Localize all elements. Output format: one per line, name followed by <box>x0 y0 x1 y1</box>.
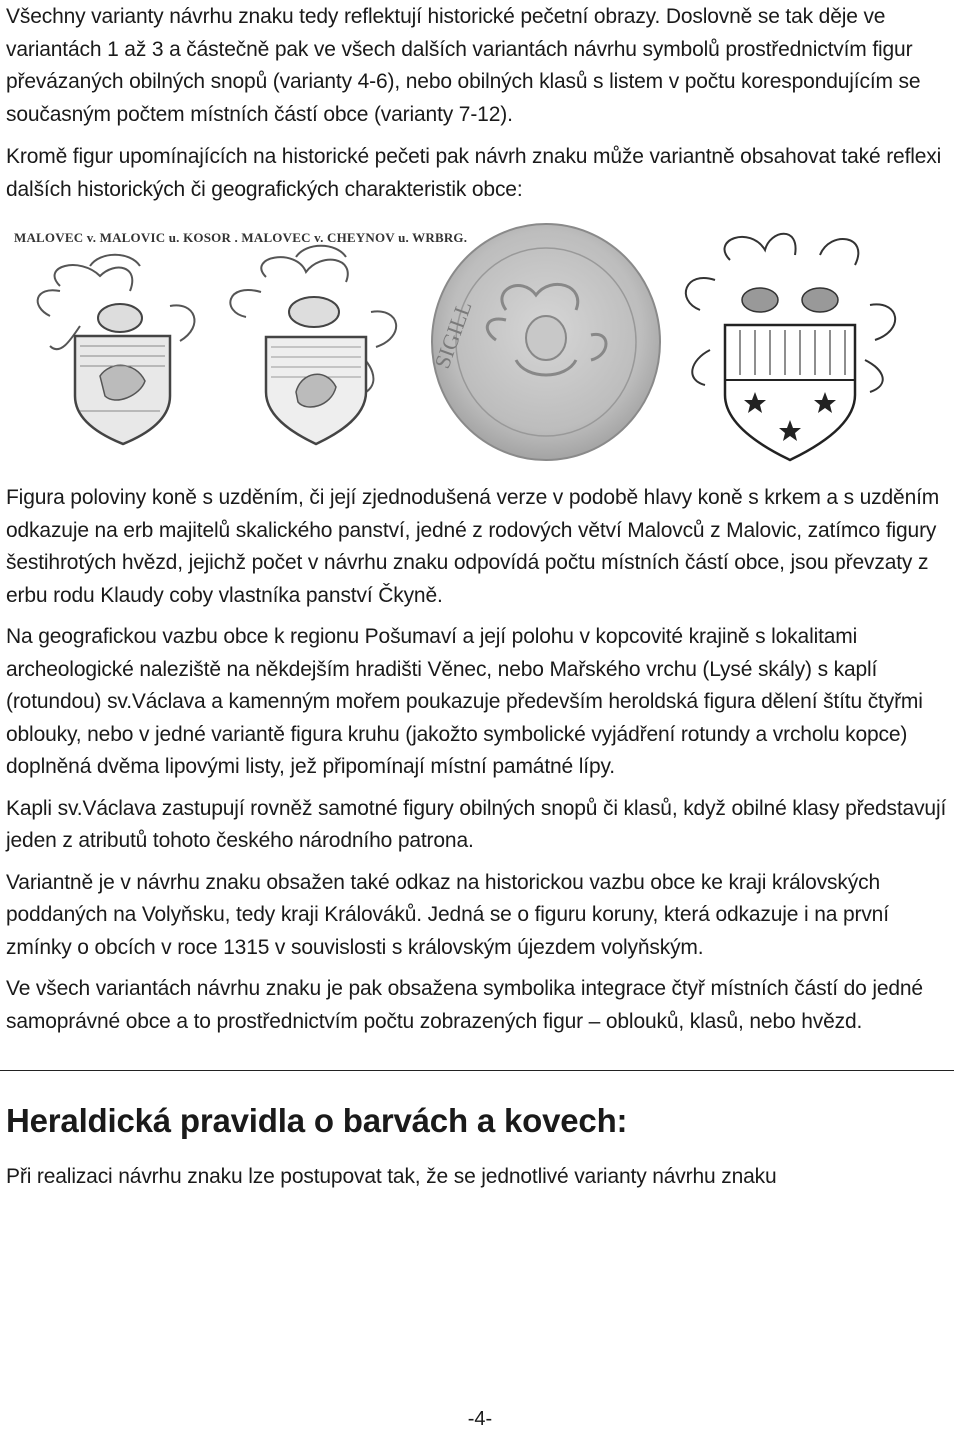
paragraph-geografie: Na geografickou vazbu obce k regionu Pošumaví a její polohu v kopcovité krajině s lokalitami archeologické naleziště na někdejším hradišti Věnec, nebo Mařského vrchu (Lysé skály) s kaplí (rotundou) sv.Václava a kamenným mořem poukazuje především heroldská figura dělení štítu čtyřmi oblouky, nebo v jedné variantě figura kruhu (jakožto symbolické vyjádření rotundy a vrcholu kopce) doplněná dvěma lipovými listy, jež připomínají místní památné lípy. <box>6 625 923 778</box>
paragraph-krome: Kromě figur upomínajících na historické pečeti pak návrh znaku může variantně obsahovat také reflexi dalších historických či geografických charakteristik obce: <box>6 145 942 201</box>
horizontal-divider <box>0 1070 954 1071</box>
paragraph-varianta: Variantně je v návrhu znaku obsažen také odkaz na historickou vazbu obce ke kraji královských poddaných na Volyňsku, tedy kraji Králováků. Jedná se o figuru koruny, která odkazuje i na první zmínky o obcích v roce 1315 v souvislosti s královským újezdem volyňským. <box>6 870 889 959</box>
seal-legend: SIGILL <box>429 297 477 372</box>
coat-of-arms-malovec-1 <box>20 246 220 446</box>
coat-of-arms-malovec-2 <box>206 242 421 447</box>
paragraph-intro: Všechny varianty návrhu znaku tedy reflektují historické pečetní obrazy. Doslovně se tak děje ve variantách 1 až 3 a částečně pak ve všech dalších variantách návrhu symbolů prostřednictvím figur převázaných obilných snopů (varianty 4-6), nebo obilných klasů s listem v počtu korespondujícím se současným počtem místních částí obce (varianty 7-12). <box>6 5 921 126</box>
document-page <box>6 0 954 1194</box>
paragraph-kapli: Kapli sv.Václava zastupují rovněž samotné figury obilných snopů či klasů, když obilné klasy představují jeden z atributů tohoto českého národního patrona. <box>6 796 947 852</box>
paragraph-vsech: Ve všech variantách návrhu znaku je pak obsažena symbolika integrace čtyř místních částí do jedné samoprávné obce a to prostřednictvím počtu zobrazených figur – oblouků, klasů, nebo hvězd. <box>6 977 923 1033</box>
paragraph-figura: Figura poloviny koně s uzděním, či její zjednodušená verze v podobě hlavy koně s krkem a s uzděním odkazuje na erb majitelů skalického panství, jedné z rodových větví Malovců z Malovic, zatímco figury šestihrotých hvězd, jejichž počet v návrhu znaku odpovídá počtu místních částí obce, jsou převzaty z erbu rodu Klaudy coby vlastníka panství Čkyně. <box>6 486 940 607</box>
heraldic-figures <box>6 216 954 474</box>
section-heading: Heraldická pravidla o barvách a kovech: <box>6 1102 628 1139</box>
paragraph-last: Při realizaci návrhu znaku lze postupovat tak, že se jednotlivé varianty návrhu znaku <box>6 1165 777 1188</box>
figures-caption: MALOVEC v. MALOVIC u. KOSOR . MALOVEC v. CHEYNOV u. WRBRG. <box>14 230 468 245</box>
coat-of-arms-klaudy <box>670 220 910 468</box>
historic-seal <box>426 220 666 465</box>
page-number: -4- <box>467 1408 493 1430</box>
